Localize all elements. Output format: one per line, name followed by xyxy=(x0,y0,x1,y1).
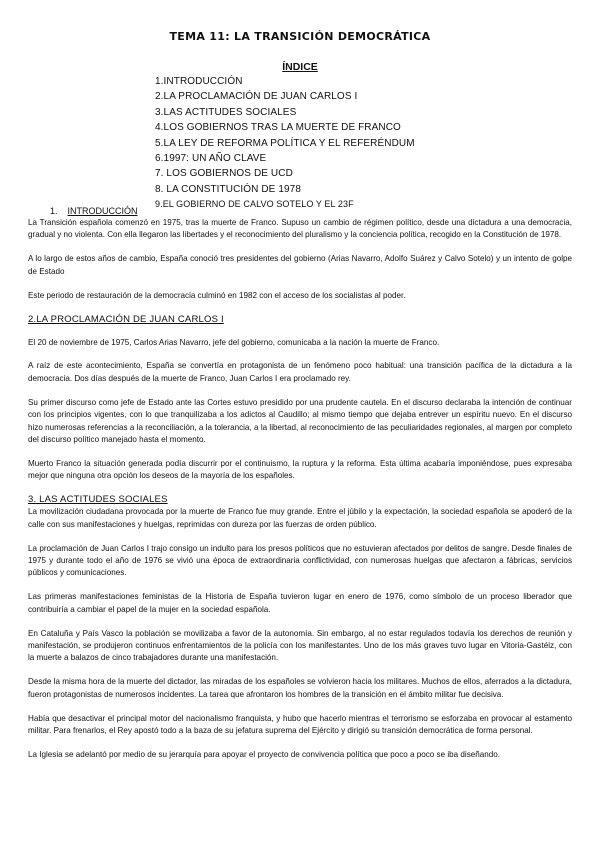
document-body xyxy=(28,206,572,773)
toc-item: 4.LOS GOBIERNOS TRAS LA MUERTE DE FRANCO xyxy=(155,122,401,134)
section-heading-attitudes: 3. LAS ACTITUDES SOCIALES xyxy=(28,494,168,506)
toc-item: 7. LOS GOBIERNOS DE UCD xyxy=(155,168,293,180)
table-of-contents xyxy=(155,74,415,213)
paragraph: La movilización ciudadana provocada por la muerte de Franco fue muy grande. Entre el júbilo y la expectación, la sociedad española se apoderó de la calle con sus manifestaciones y huelgas, reprimidas con dureza por las fuerzas de orden público. xyxy=(28,507,572,529)
paragraph: La proclamación de Juan Carlos I trajo consigo un indulto para los presos políticos que no estuvieran afectados por delitos de sangre. Desde finales de 1975 y durante todo el año de 1976 se vivió una época de extraordinaria conflictividad, con numerosas huelgas que afectaron a fábricas, servicios públicos y comunicaciones. xyxy=(28,543,572,578)
paragraph: La Transición española comenzó en 1975, tras la muerte de Franco. Supuso un cambio de régimen político, desde una dictadura a una democracia, gradual y no violenta. Con ella llegaron las libertades y el reconocimiento del pluralismo y la conciencia política, recogido en la Constitución de 1978. xyxy=(28,218,572,240)
index-heading: ÍNDICE xyxy=(282,61,318,73)
paragraph: Desde la misma hora de la muerte del dictador, las miradas de los españoles se volvieron hacia los militares. Muchos de ellos, aferrados a la dictadura, fueron protagonistas de numerosos incidentes. La tarea que afrontaron los hombres de la transición en el ámbito militar fue decisiva. xyxy=(28,677,572,699)
paragraph: Muerto Franco la situación generada podía discurrir por el continuismo, la ruptura y la reforma. Esta última acabaría imponiéndose, pues expresaba mejor que ninguna otra opción los deseos de la mayoría de los españoles. xyxy=(28,458,572,481)
paragraph: El 20 de noviembre de 1975, Carlos Arias Navarro, jefe del gobierno, comunicaba a la nación la muerte de Franco. xyxy=(28,337,440,347)
toc-item: 8. LA CONSTITUCIÓN DE 1978 xyxy=(155,183,301,195)
paragraph: La Iglesia se adelantó por medio de su jerarquía para apoyar el proyecto de convivencia política que poco a poco se iba diseñando. xyxy=(28,749,500,759)
paragraph: A raíz de este acontecimiento, España se convertía en protagonista de un fenómeno poco habitual: una transición pacífica de la dictadura a la democracia. Dos días después de la muerte de Franco, Juan Carlos I era proclamado rey. xyxy=(28,361,572,383)
section-heading-label: INTRODUCCIÓN xyxy=(67,206,138,216)
section-number: 1. xyxy=(50,206,58,216)
paragraph: Había que desactivar el principal motor del nacionalismo franquista, y hubo que hacerlo mientras el terrorismo se esforzaba en provocar al estamento militar. Para frenarlos, el Rey apostó todo a la baza de su jefatura suprema del Ejército y dirigió su transición democrática de forma personal. xyxy=(28,713,572,735)
section-heading-proclamation: 2.LA PROCLAMACIÓN DE JUAN CARLOS I xyxy=(28,313,224,325)
toc-item: 5.LA LEY DE REFORMA POLÍTICA Y EL REFERÉNDUM xyxy=(155,137,415,149)
document-title: TEMA 11: LA TRANSICIÓN DEMOCRÁTICA xyxy=(169,30,431,43)
section-heading-introduction xyxy=(50,206,572,216)
toc-item: 9.EL GOBIERNO DE CALVO SOTELO Y EL 23F xyxy=(155,199,354,210)
toc-item: 1.INTRODUCCIÓN xyxy=(155,76,243,87)
paragraph: Su primer discurso como jefe de Estado ante las Cortes estuvo presidido por una prudente cautela. En el discurso declaraba la intención de continuar con los principios vigentes, con lo que tranquilizaba a los adictos al Caudillo; al mismo tiempo que dejaba entrever un espíritu nuevo. En el discurso hizo numerosas referencias a la reconciliación, a la tolerancia, a la libertad, al reconocimiento de las peculiaridades regionales, al margen por completo del discurso político manejado hasta el momento. xyxy=(28,397,572,444)
toc-item: 6.1997: UN AÑO CLAVE xyxy=(155,153,267,165)
paragraph: En Cataluña y País Vasco la población se movilizaba a favor de la autonomía. Sin embargo, al no estar regulados todavía los derechos de reunión y manifestación, se produjeron continuos enfrentamientos de la policía con los manifestantes. Uno de los más graves tuvo lugar en Vitoria-Gastéiz, con la muerte a balazos de cinco trabajadores durante una manifestación. xyxy=(28,628,572,663)
paragraph: Las primeras manifestaciones feministas de la Historia de España tuvieron lugar en enero de 1976, como símbolo de un proceso liberador que contribuiría a cambiar el papel de la mujer en la sociedad española. xyxy=(28,592,572,614)
paragraph: Este periodo de restauración de la democracia culminó en 1982 con el acceso de los socialistas al poder. xyxy=(28,290,406,300)
toc-item: 3.LAS ACTITUDES SOCIALES xyxy=(155,106,297,118)
paragraph: A lo largo de estos años de cambio, España conoció tres presidentes del gobierno (Arias Navarro, Adolfo Suárez y Calvo Sotelo) y un intento de golpe de Estado xyxy=(28,254,572,276)
toc-item: 2.LA PROCLAMACIÓN DE JUAN CARLOS I xyxy=(155,91,358,103)
